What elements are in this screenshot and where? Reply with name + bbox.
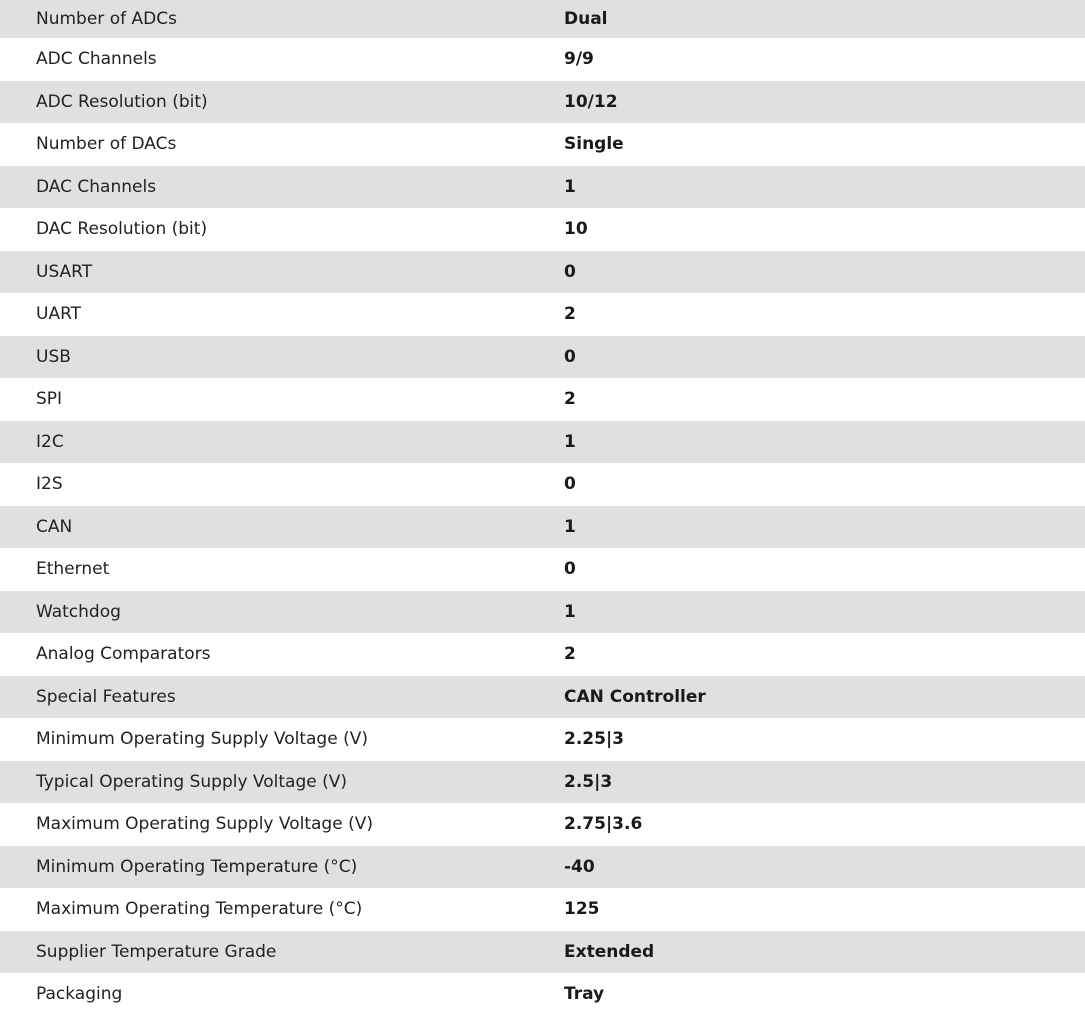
spec-label: USB xyxy=(36,346,71,367)
spec-value: Extended xyxy=(564,941,655,962)
spec-label: Typical Operating Supply Voltage (V) xyxy=(36,771,347,792)
table-row xyxy=(0,421,1085,464)
spec-value: 0 xyxy=(564,474,576,495)
spec-value: 0 xyxy=(564,559,576,580)
spec-label: I2S xyxy=(36,474,63,495)
spec-label: ADC Resolution (bit) xyxy=(36,91,208,112)
spec-label: DAC Channels xyxy=(36,176,157,197)
spec-label: Analog Comparators xyxy=(36,644,211,665)
spec-value: 125 xyxy=(564,899,600,920)
table-row xyxy=(0,38,1085,81)
table-row xyxy=(0,123,1085,166)
table-row xyxy=(0,81,1085,124)
spec-value: CAN Controller xyxy=(564,686,706,707)
spec-label: Maximum Operating Supply Voltage (V) xyxy=(36,814,373,835)
spec-value: 9/9 xyxy=(564,49,594,70)
spec-label: Maximum Operating Temperature (°C) xyxy=(36,899,363,920)
table-row xyxy=(0,676,1085,719)
spec-value: 2.75|3.6 xyxy=(564,814,643,835)
spec-label: Minimum Operating Temperature (°C) xyxy=(36,856,358,877)
table-row xyxy=(0,591,1085,634)
spec-label: I2C xyxy=(36,431,64,452)
spec-label: Special Features xyxy=(36,686,176,707)
spec-value: Single xyxy=(564,134,624,155)
spec-label: Ethernet xyxy=(36,559,110,580)
table-row xyxy=(0,761,1085,804)
table-row xyxy=(0,548,1085,591)
spec-label: Watchdog xyxy=(36,601,121,622)
spec-label: Number of ADCs xyxy=(36,9,177,29)
spec-value: 1 xyxy=(564,431,576,452)
table-row xyxy=(0,0,1085,38)
spec-value: Tray xyxy=(564,984,605,1005)
table-row xyxy=(0,336,1085,379)
spec-label: DAC Resolution (bit) xyxy=(36,219,208,240)
spec-value: 1 xyxy=(564,516,576,537)
table-row xyxy=(0,463,1085,506)
spec-label: Minimum Operating Supply Voltage (V) xyxy=(36,729,368,750)
spec-value: 1 xyxy=(564,176,576,197)
table-row xyxy=(0,506,1085,549)
spec-value: 2 xyxy=(564,304,576,325)
table-row xyxy=(0,378,1085,421)
table-row xyxy=(0,931,1085,974)
spec-value: 2 xyxy=(564,389,576,410)
table-row xyxy=(0,846,1085,889)
table-row xyxy=(0,973,1085,1016)
spec-value: 1 xyxy=(564,601,576,622)
spec-value: 0 xyxy=(564,261,576,282)
spec-value: 0 xyxy=(564,346,576,367)
spec-label: SPI xyxy=(36,389,63,410)
spec-label: CAN xyxy=(36,516,73,537)
table-row xyxy=(0,293,1085,336)
table-row xyxy=(0,718,1085,761)
table-row xyxy=(0,633,1085,676)
spec-value: 2.25|3 xyxy=(564,729,624,750)
spec-value: 2 xyxy=(564,644,576,665)
spec-label: USART xyxy=(36,261,93,282)
spec-value: 10/12 xyxy=(564,91,618,112)
table-row xyxy=(0,251,1085,294)
spec-value: Dual xyxy=(564,9,608,29)
table-row xyxy=(0,803,1085,846)
spec-value: 10 xyxy=(564,219,588,240)
spec-label: ADC Channels xyxy=(36,49,157,70)
spec-label: Supplier Temperature Grade xyxy=(36,941,277,962)
spec-value: 2.5|3 xyxy=(564,771,613,792)
spec-value: -40 xyxy=(564,856,595,877)
table-row xyxy=(0,166,1085,209)
spec-label: Packaging xyxy=(36,984,123,1005)
spec-label: Number of DACs xyxy=(36,134,177,155)
spec-label: UART xyxy=(36,304,82,325)
table-row xyxy=(0,208,1085,251)
table-row xyxy=(0,888,1085,931)
